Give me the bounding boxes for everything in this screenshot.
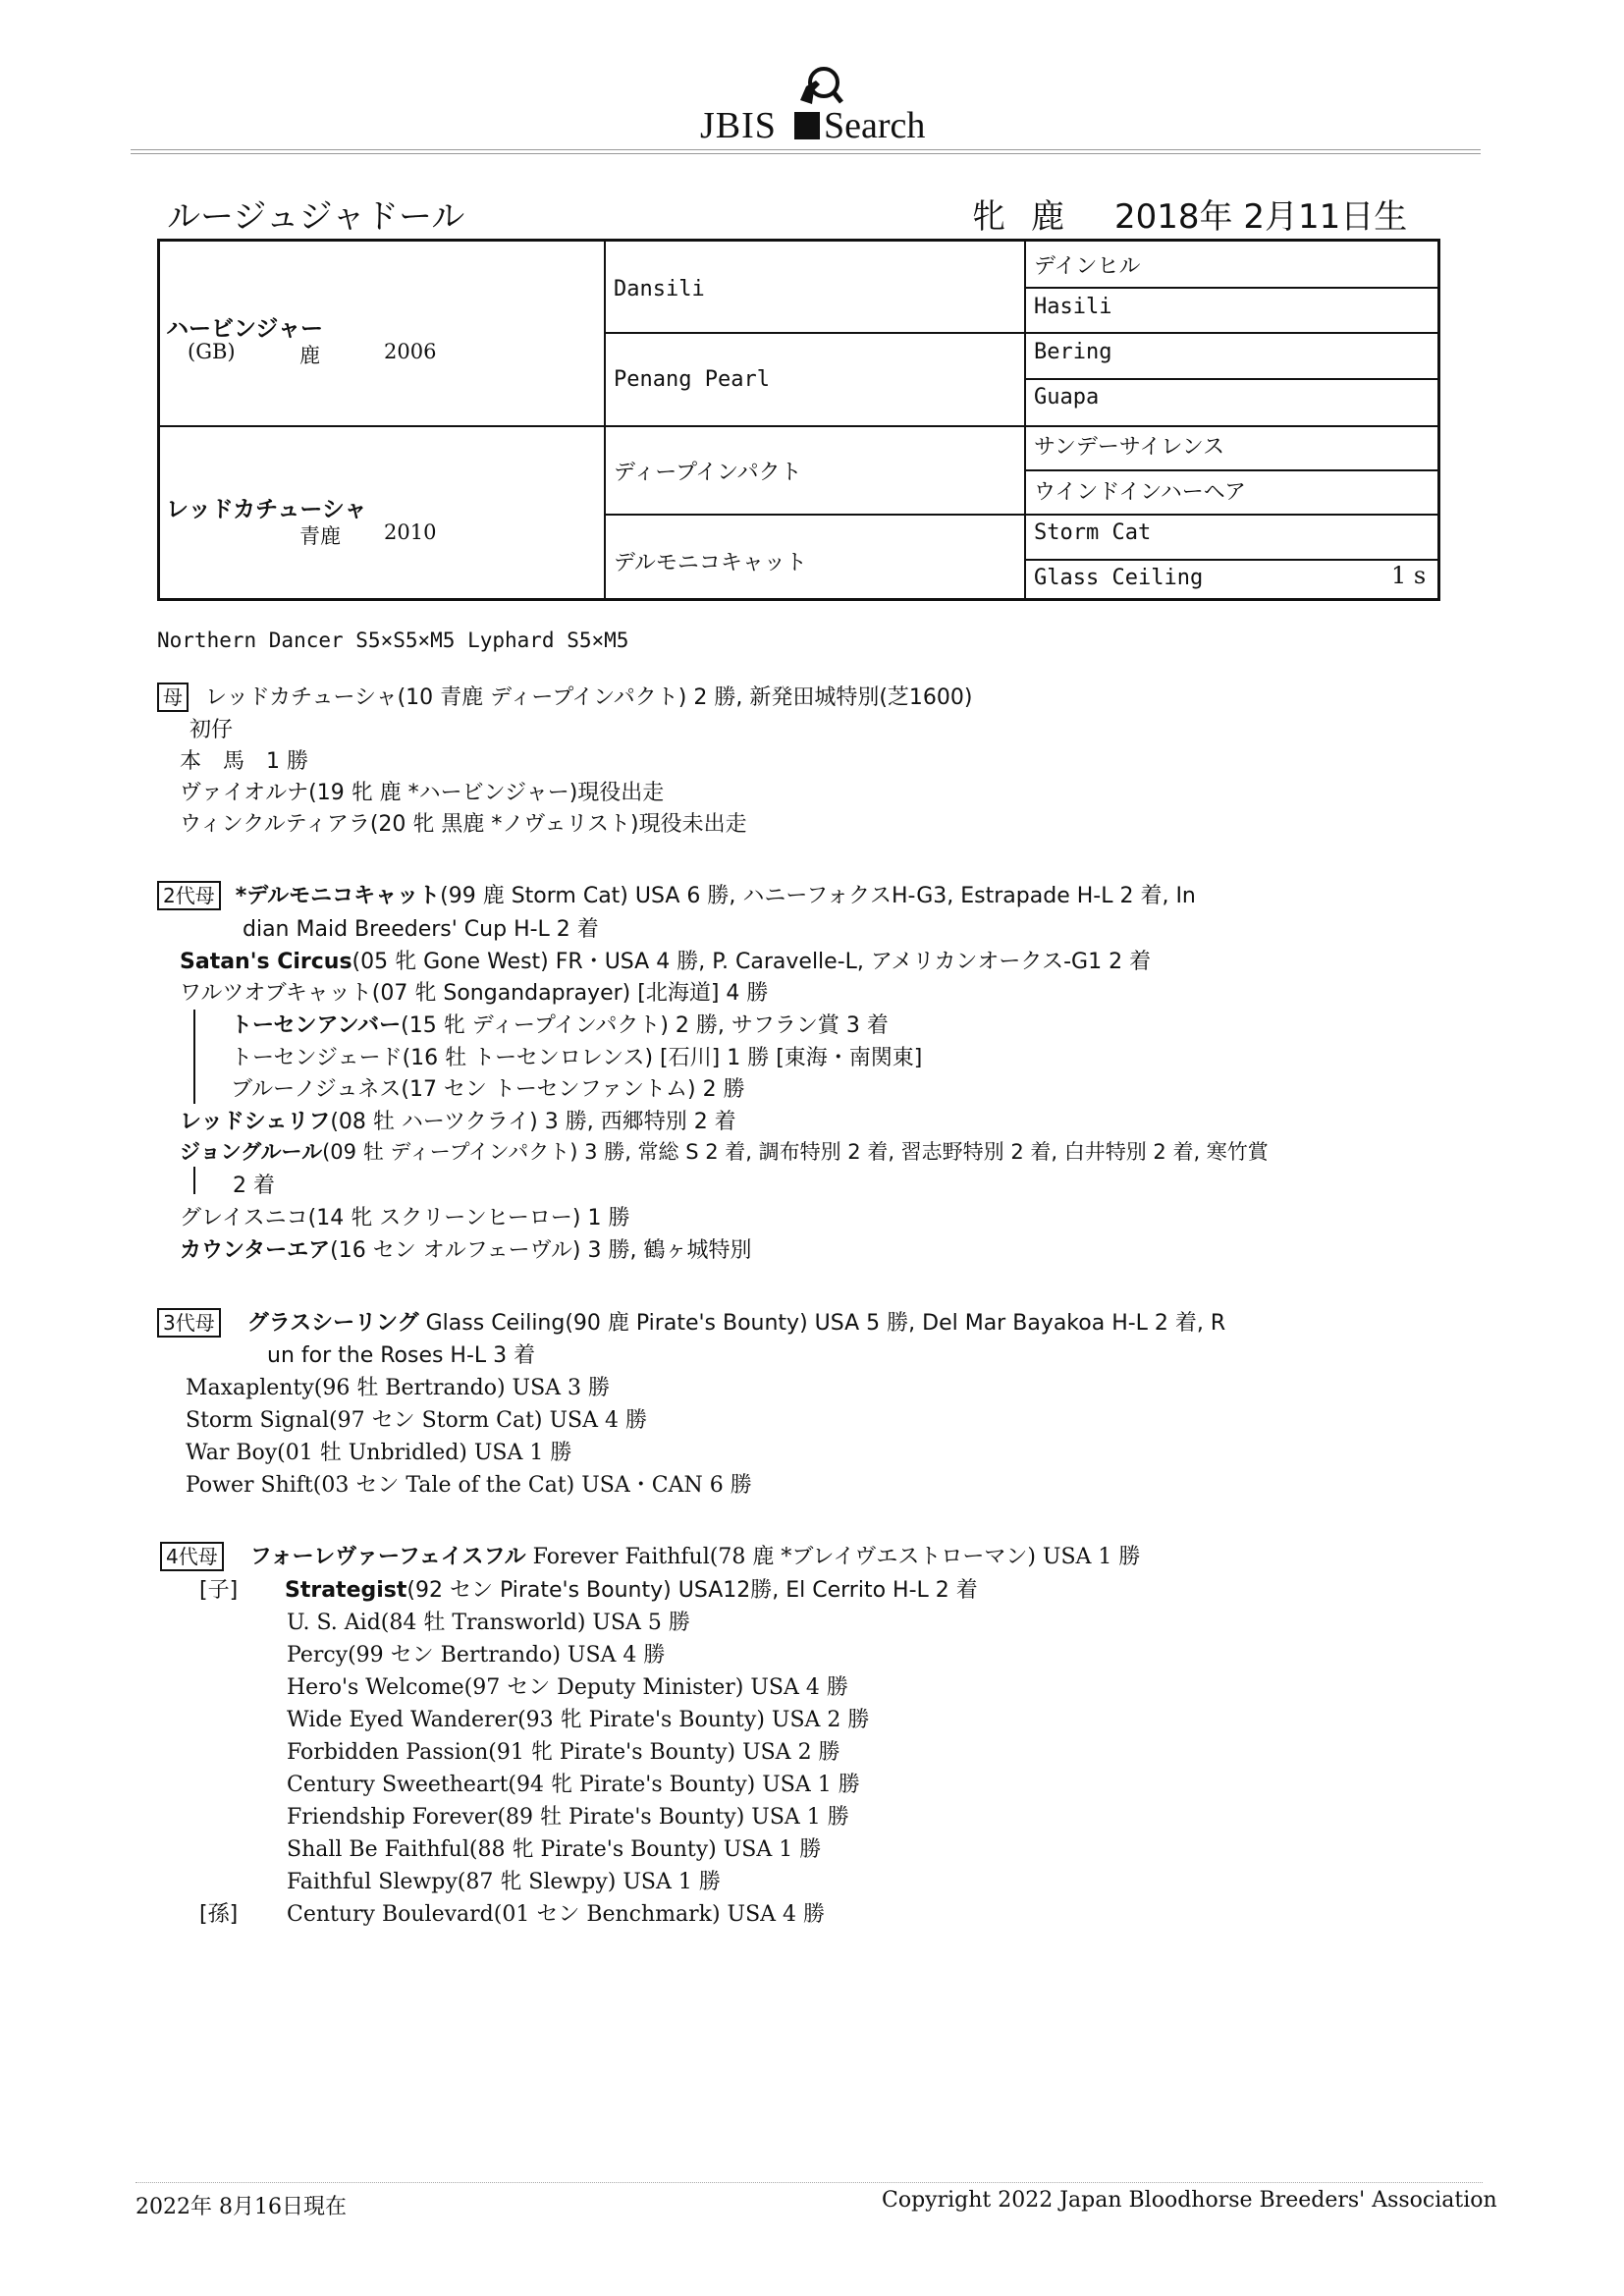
second-dam-line-10: カウンターエア(16 セン オルフェーヴル) 3 勝, 鶴ヶ城特別 bbox=[180, 1238, 752, 1263]
third-dam-line-3: War Boy(01 牡 Unbridled) USA 1 勝 bbox=[186, 1441, 572, 1465]
pedigree-table bbox=[157, 239, 1440, 601]
fourth-dam-line-8: Friendship Forever(89 牡 Pirate's Bounty) USA 1 勝 bbox=[287, 1805, 849, 1830]
dam-section-head bbox=[157, 681, 972, 712]
sire-year: 2006 bbox=[384, 340, 437, 363]
fourth-dam-line-7: Century Sweetheart(94 牝 Pirate's Bounty) USA 1 勝 bbox=[287, 1773, 860, 1797]
horse-color: 鹿 bbox=[1031, 197, 1064, 237]
ped-divider-1 bbox=[604, 242, 606, 598]
ped-g2-4: デルモニコキャット bbox=[614, 551, 807, 575]
dam-line-1: 初仔 bbox=[189, 718, 234, 742]
dam-line-4: ウィンクルティアラ(20 牝 黒鹿 *ノヴェリスト)現役未出走 bbox=[180, 812, 747, 837]
fourth-dam-line-10: Faithful Slewpy(87 牝 Slewpy) USA 1 勝 bbox=[287, 1870, 721, 1894]
header-rule-2 bbox=[131, 153, 1481, 154]
footer-date: 2022年 8月16日現在 bbox=[135, 2195, 347, 2219]
dam-head-text: レッドカチューシャ(10 青鹿 ディープインパクト) 2 勝, 新発田城特別(芝1600) bbox=[205, 685, 973, 710]
horse-name: ルージュジャドール bbox=[167, 197, 465, 237]
second-dam-head-cont: dian Maid Breeders' Cup H-L 2 着 bbox=[243, 917, 599, 942]
ped-g3-8: Glass Ceiling bbox=[1034, 566, 1204, 590]
ped-g2-1: Dansili bbox=[614, 277, 705, 301]
ped-g3-7: Storm Cat bbox=[1034, 520, 1152, 545]
second-dam-bracket-1 bbox=[193, 1010, 195, 1104]
fourth-dam-child-tag: [子] bbox=[199, 1578, 239, 1603]
ped-g3-2: Hasili bbox=[1034, 295, 1112, 319]
logo-search-text: Search bbox=[824, 105, 926, 146]
ped-hline-gen2a bbox=[604, 332, 1437, 334]
ped-hline-gen2b bbox=[604, 514, 1437, 516]
second-dam-line-8: 2 着 bbox=[233, 1174, 275, 1198]
dam-line-2: 本 馬 1 勝 bbox=[180, 749, 308, 774]
second-dam-line-3: トーセンアンバー(15 牝 ディープインパクト) 2 勝, サフラン賞 3 着 bbox=[231, 1013, 889, 1038]
sire-name: ハービンジャー bbox=[166, 316, 323, 342]
fourth-dam-head-rest: Forever Faithful(78 鹿 *ブレイヴエストローマン) USA 1 勝 bbox=[525, 1545, 1141, 1569]
dam-name: レッドカチューシャ bbox=[166, 497, 367, 522]
fourth-dam-line-9: Shall Be Faithful(88 牝 Pirate's Bounty) USA 1 勝 bbox=[287, 1837, 822, 1862]
ped-hline-gen3c bbox=[1024, 469, 1437, 471]
ped-divider-2 bbox=[1024, 242, 1026, 598]
second-dam-name: *デルモニコキャット bbox=[235, 884, 441, 908]
fourth-dam-line-6: Forbidden Passion(91 牝 Pirate's Bounty) USA 2 勝 bbox=[287, 1740, 840, 1765]
ped-hline-gen3a bbox=[1024, 287, 1437, 289]
third-dam-head-rest: Glass Ceiling(90 鹿 Pirate's Bounty) USA 5 勝, Del Mar Bayakoa H-L 2 着, R bbox=[418, 1311, 1226, 1336]
dam-year: 2010 bbox=[384, 520, 437, 544]
dam-color: 青鹿 bbox=[299, 524, 341, 548]
fourth-dam-line-4: Hero's Welcome(97 セン Deputy Minister) USA 4 勝 bbox=[287, 1675, 848, 1700]
sire-origin: (GB) bbox=[188, 340, 236, 363]
ped-g2-3: ディープインパクト bbox=[614, 461, 802, 485]
second-dam-head-rest: (99 鹿 Storm Cat) USA 6 勝, ハニーフォクスH-G3, Estrapade H-L 2 着, In bbox=[440, 884, 1196, 908]
ped-g3-4: Guapa bbox=[1034, 385, 1100, 410]
third-dam-line-2: Storm Signal(97 セン Storm Cat) USA 4 勝 bbox=[186, 1408, 647, 1433]
dam-line-3: ヴァイオルナ(19 牝 鹿 *ハービンジャー)現役出走 bbox=[180, 781, 665, 805]
ped-hline-gen1 bbox=[160, 425, 1437, 427]
ped-g3-5: サンデーサイレンス bbox=[1034, 435, 1225, 460]
third-dam-line-4: Power Shift(03 セン Tale of the Cat) USA・CAN 6 勝 bbox=[186, 1473, 752, 1498]
ped-g3-1: デインヒル bbox=[1034, 254, 1141, 279]
second-dam-line-4: トーセンジェード(16 牡 トーセンロレンス) [石川] 1 勝 [東海・南関東] bbox=[231, 1046, 923, 1070]
fourth-dam-line-1: Strategist(92 セン Pirate's Bounty) USA12勝, El Cerrito H-L 2 着 bbox=[285, 1578, 978, 1603]
fourth-dam-grand-tag: [孫] bbox=[199, 1902, 239, 1927]
third-dam-name: グラスシーリング bbox=[246, 1311, 419, 1336]
ped-g3-6: ウインドインハーヘア bbox=[1034, 480, 1247, 505]
logo-box bbox=[794, 112, 820, 139]
third-dam-tag: 3代母 bbox=[157, 1308, 221, 1338]
second-dam-line-2: ワルツオブキャット(07 牝 Songandaprayer) [北海道] 4 勝 bbox=[180, 981, 769, 1006]
second-dam-line-1: Satan's Circus(05 牝 Gone West) FR・USA 4 勝, P. Caravelle-L, アメリカンオークス-G1 2 着 bbox=[180, 950, 1152, 974]
fourth-dam-line-11: Century Boulevard(01 セン Benchmark) USA 4 勝 bbox=[287, 1902, 826, 1927]
ped-hline-gen3b bbox=[1024, 378, 1437, 380]
second-dam-line-7: ジョングルール(09 牡 ディープインパクト) 3 勝, 常総 S 2 着, 調布特別 2 着, 習志野特別 2 着, 白井特別 2 着, 寒竹賞 bbox=[180, 1140, 1269, 1164]
sire-color: 鹿 bbox=[299, 344, 320, 367]
second-dam-line-5: ブルーノジュネス(17 セン トーセンファントム) 2 勝 bbox=[231, 1077, 745, 1102]
ped-hline-gen3d bbox=[1024, 559, 1437, 561]
third-dam-line-1: Maxaplenty(96 牡 Bertrando) USA 3 勝 bbox=[186, 1376, 611, 1400]
dam-tag: 母 bbox=[157, 683, 189, 712]
second-dam-tag: 2代母 bbox=[157, 881, 221, 910]
footer-copyright: Copyright 2022 Japan Bloodhorse Breeders' Association bbox=[882, 2188, 1497, 2213]
jbis-search-logo bbox=[700, 61, 936, 146]
footer-rule bbox=[135, 2182, 1483, 2183]
inbreeding-line: Northern Dancer S5×S5×M5 Lyphard S5×M5 bbox=[157, 629, 629, 652]
ped-glass-note: 1 s bbox=[1391, 562, 1427, 589]
header-rule bbox=[131, 149, 1481, 150]
fourth-dam-head bbox=[160, 1540, 1140, 1571]
fourth-dam-line-2: U. S. Aid(84 牡 Transworld) USA 5 勝 bbox=[287, 1611, 690, 1635]
second-dam-bracket-2 bbox=[193, 1167, 195, 1194]
horse-sex: 牝 bbox=[972, 197, 1005, 237]
second-dam-head bbox=[157, 879, 1196, 910]
second-dam-line-6: レッドシェリフ(08 牡 ハーツクライ) 3 勝, 西郷特別 2 着 bbox=[180, 1110, 736, 1134]
fourth-dam-line-5: Wide Eyed Wanderer(93 牝 Pirate's Bounty) USA 2 勝 bbox=[287, 1708, 870, 1732]
logo-jbis-text: JBIS bbox=[700, 105, 777, 146]
third-dam-head bbox=[157, 1306, 1225, 1338]
horse-birth: 2018年 2月11日生 bbox=[1114, 197, 1408, 237]
fourth-dam-name: フォーレヴァーフェイスフル bbox=[249, 1545, 526, 1569]
second-dam-line-9: グレイスニコ(14 牝 スクリーンヒーロー) 1 勝 bbox=[180, 1206, 630, 1230]
ped-g2-2: Penang Pearl bbox=[614, 367, 770, 392]
third-dam-head-cont: un for the Roses H-L 3 着 bbox=[267, 1343, 536, 1368]
fourth-dam-line-3: Percy(99 セン Bertrando) USA 4 勝 bbox=[287, 1643, 666, 1667]
fourth-dam-tag: 4代母 bbox=[160, 1542, 224, 1571]
ped-g3-3: Bering bbox=[1034, 340, 1112, 364]
